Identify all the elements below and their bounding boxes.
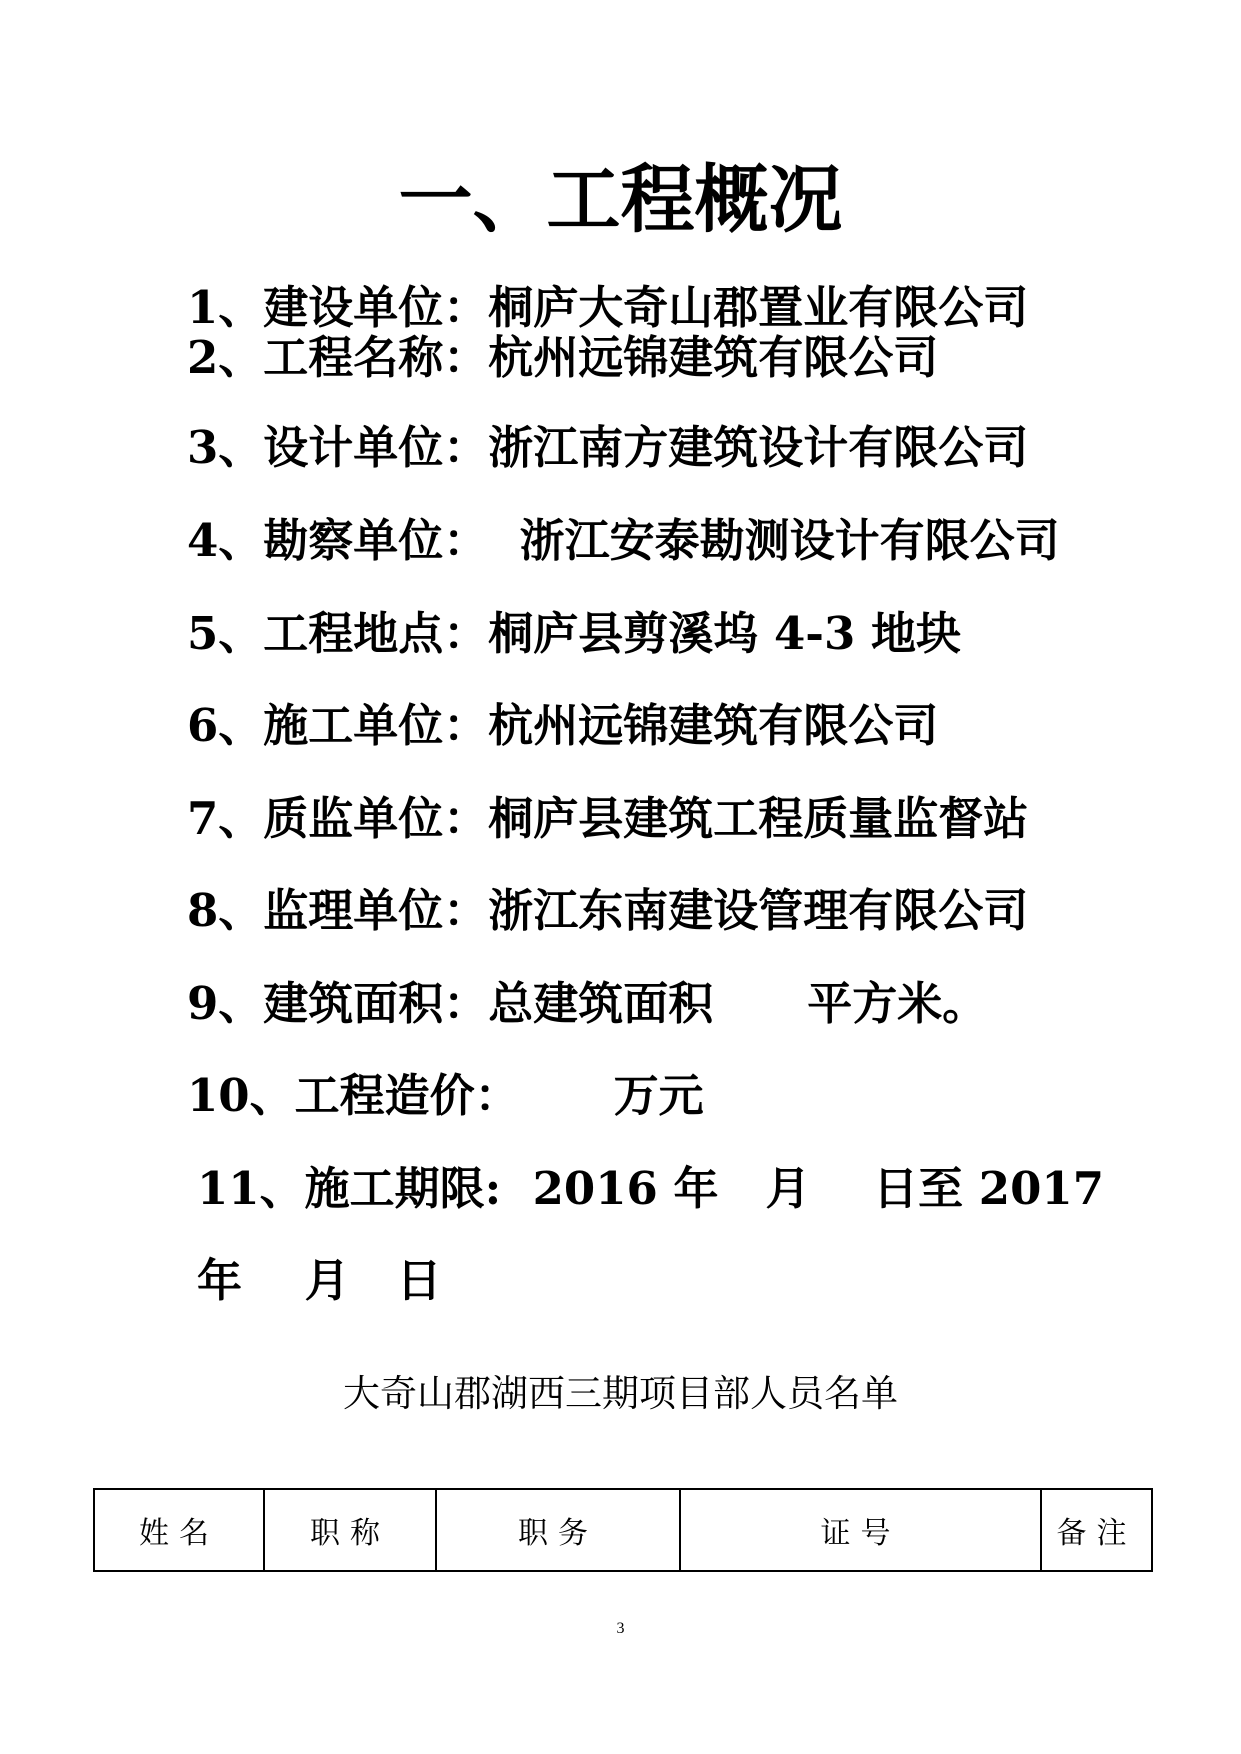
col-certificate: 证号 <box>680 1489 1041 1571</box>
item-project-cost: 10、工程造价： 万元 <box>187 1069 704 1122</box>
table-header-row <box>94 1489 1152 1571</box>
col-name: 姓名 <box>94 1489 264 1571</box>
item-contractor: 6、施工单位：杭州远锦建筑有限公司 <box>187 699 939 752</box>
item-project-location: 5、工程地点：桐庐县剪溪坞 4-3 地块 <box>187 607 961 660</box>
item-supervision-unit: 8、监理单位：浙江东南建设管理有限公司 <box>187 884 1029 937</box>
item-survey-unit: 4、勘察单位： 浙江安泰勘测设计有限公司 <box>187 514 1060 567</box>
item-design-unit: 3、设计单位：浙江南方建筑设计有限公司 <box>187 421 1029 474</box>
item-project-name: 2、工程名称：杭州远锦建筑有限公司 <box>187 331 939 384</box>
page-number: 3 <box>616 1620 625 1637</box>
staff-list-title: 大奇山郡湖西三期项目部人员名单 <box>343 1372 898 1415</box>
page-title: 一、工程概况 <box>398 157 843 243</box>
col-remarks: 备注 <box>1041 1489 1152 1571</box>
item-construction-unit: 1、建设单位：桐庐大奇山郡置业有限公司 <box>187 281 1029 334</box>
item-quality-supervision: 7、质监单位：桐庐县建筑工程质量监督站 <box>187 792 1029 845</box>
item-construction-period: 11、施工期限: 2016 年 月 日至 2017 <box>197 1162 1105 1215</box>
col-position: 职务 <box>436 1489 680 1571</box>
item-building-area: 9、建筑面积：总建筑面积 平方米。 <box>187 977 988 1030</box>
col-title: 职称 <box>264 1489 436 1571</box>
staff-table <box>93 1488 1153 1572</box>
item-construction-period-cont: 年 月 日 <box>197 1254 442 1307</box>
